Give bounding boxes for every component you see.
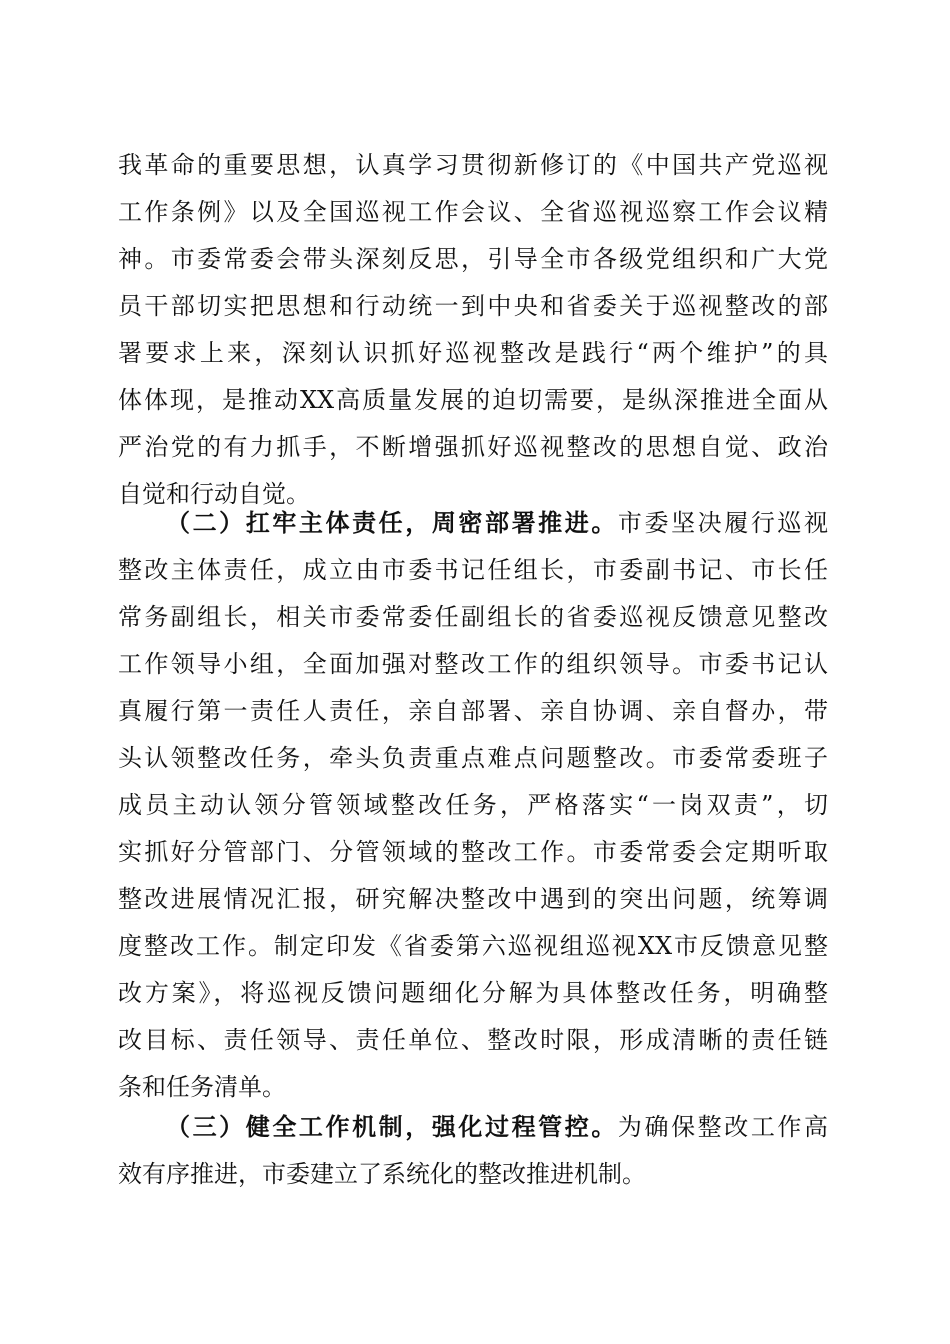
section-heading: （二）扛牢主体责任，周密部署推进。 [166, 508, 618, 537]
text-run: 为确保整改工作高 [617, 1113, 828, 1141]
text-line: 工作领导小组，全面加强对整改工作的组织领导。市委书记认 [118, 650, 828, 678]
text-line: 改方案》，将巡视反馈问题细化分解为具体整改任务，明确整 [118, 979, 828, 1007]
text-line: 自觉和行动自觉。 [118, 480, 310, 508]
text-line: 我革命的重要思想，认真学习贯彻新修订的《中国共产党巡视 [118, 151, 828, 179]
text-line: 效有序推进，市委建立了系统化的整改推进机制。 [118, 1160, 646, 1188]
text-line: 改目标、责任领导、责任单位、整改时限，形成清晰的责任链 [118, 1026, 828, 1054]
text-line: 常务副组长，相关市委常委任副组长的省委巡视反馈意见整改 [118, 603, 828, 631]
section-heading: （三）健全工作机制，强化过程管控。 [166, 1112, 618, 1141]
text-line: 真履行第一责任人责任，亲自部署、亲自协调、亲自督办，带 [118, 697, 828, 725]
text-line: 成员主动认领分管领域整改任务，严格落实“一岗双责”，切 [118, 791, 828, 819]
text-line-first [166, 1104, 828, 1150]
text-line: 员干部切实把思想和行动统一到中央和省委关于巡视整改的部 [118, 292, 828, 320]
text-line: 严治党的有力抓手，不断增强抓好巡视整改的思想自觉、政治 [118, 433, 828, 461]
text-line: 整改进展情况汇报，研究解决整改中遇到的突出问题，统筹调 [118, 885, 828, 913]
text-line: 条和任务清单。 [118, 1073, 286, 1101]
text-line: 度整改工作。制定印发《省委第六巡视组巡视XX市反馈意见整 [118, 932, 828, 960]
text-line: 整改主体责任，成立由市委书记任组长，市委副书记、市长任 [118, 556, 828, 584]
text-run: 市委坚决履行巡视 [617, 509, 828, 537]
text-line: 署要求上来，深刻认识抓好巡视整改是践行“两个维护”的具 [118, 339, 828, 367]
text-line: 头认领整改任务，牵头负责重点难点问题整改。市委常委班子 [118, 744, 828, 772]
text-line: 体体现，是推动XX高质量发展的迫切需要，是纵深推进全面从 [118, 386, 828, 414]
text-line: 实抓好分管部门、分管领域的整改工作。市委常委会定期听取 [118, 838, 828, 866]
text-line-first [166, 500, 828, 546]
text-line: 神。市委常委会带头深刻反思，引导全市各级党组织和广大党 [118, 245, 828, 273]
text-line: 工作条例》以及全国巡视工作会议、全省巡视巡察工作会议精 [118, 198, 828, 226]
